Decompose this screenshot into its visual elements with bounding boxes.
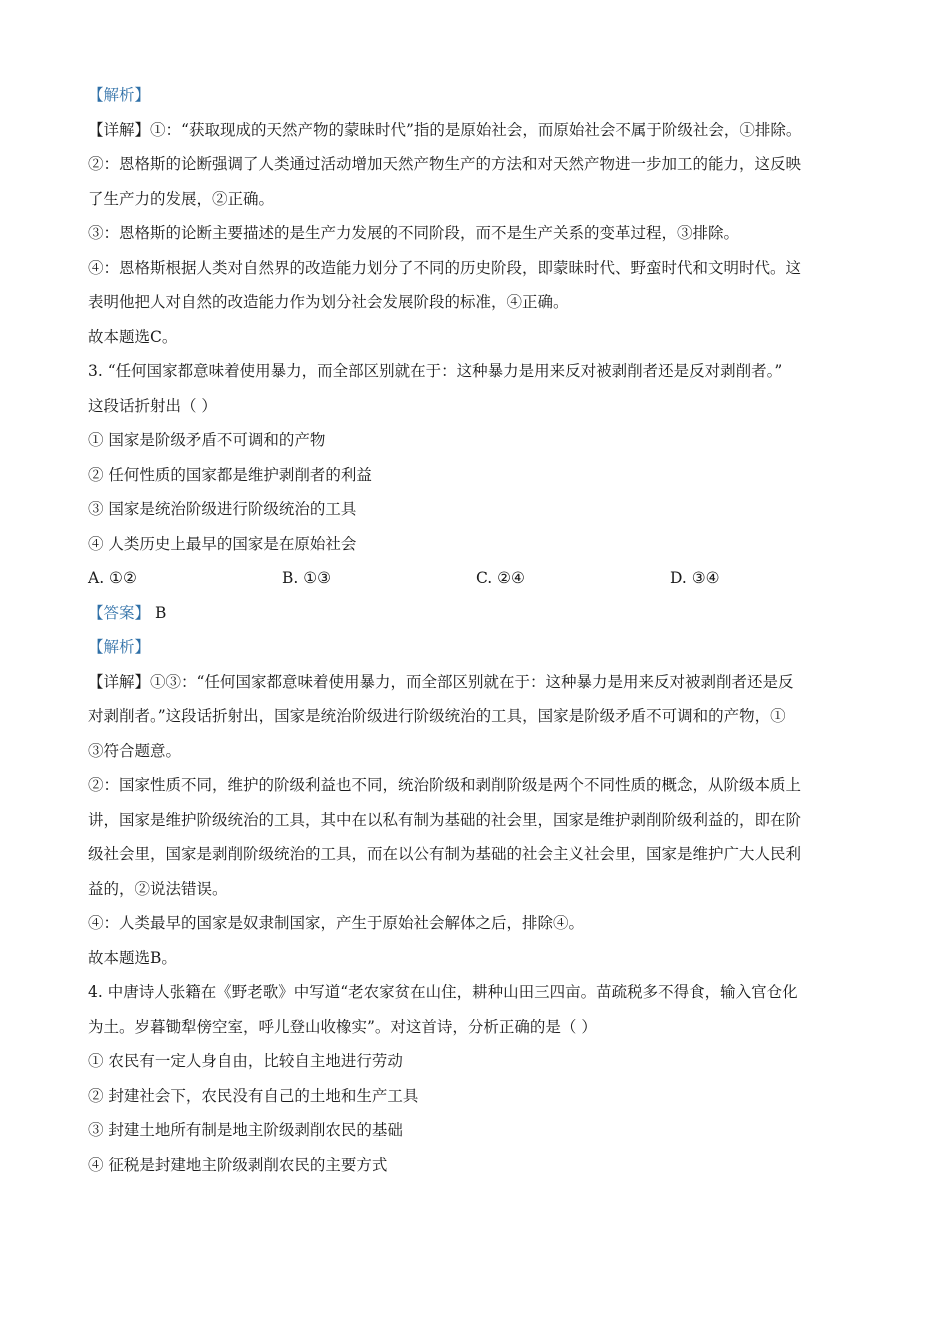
q3-options (88, 561, 878, 596)
answer-tag: 【答案】 (88, 603, 151, 622)
q3-analysis-heading (88, 630, 878, 665)
option-c: C. ②④ (476, 569, 525, 587)
analysis-tag: 【解析】 (88, 638, 151, 656)
q3-detail-line-3: ③符合题意。 (88, 741, 182, 760)
q3-detail-line-5: 讲，国家是维护阶级统治的工具，其中在以私有制为基础的社会里，国家是维护剥削阶级利益的，即在阶 (88, 810, 802, 829)
q3-conclusion: 故本题选B。 (88, 948, 177, 967)
q3-item-3: ③ 国家是统治阶级进行阶级统治的工具 (88, 500, 357, 518)
q4-item-3: ③ 封建土地所有制是地主阶级剥削农民的基础 (88, 1121, 403, 1139)
q3-stem-line-2: 这段话折射出（ ） (88, 396, 217, 415)
q3-detail-line-6: 级社会里，国家是剥削阶级统治的工具，而在以公有制为基础的社会主义社会里，国家是维护广大人民利 (88, 845, 802, 863)
q4-stem-line-2: 为土。岁暮锄犁傍空室，呼儿登山收橡实”。对这首诗，分析正确的是（ ） (88, 1017, 597, 1036)
detail-tag: 【详解】 (88, 120, 151, 139)
text: ①③：“任何国家都意味着使用暴力，而全部区别就在于：这种暴力是用来反对被剥削者还是反 (150, 672, 794, 691)
q3-detail-line-1 (88, 665, 878, 700)
q3-item-2: ② 任何性质的国家都是维护剥削者的利益 (88, 465, 372, 484)
q3-item-4: ④ 人类历史上最早的国家是在原始社会 (88, 534, 357, 553)
text: ①：“获取现成的天然产物的蒙昧时代”指的是原始社会，而原始社会不属于阶级社会，①排除。 (150, 120, 802, 139)
q2-detail-line-4: ③：恩格斯的论断主要描述的是生产力发展的不同阶段，而不是生产关系的变革过程，③排除。 (88, 224, 740, 242)
q3-detail-line-4: ②：国家性质不同，维护的阶级利益也不同，统治阶级和剥削阶级是两个不同性质的概念，从阶级本质上 (88, 776, 802, 794)
q2-detail-line-2: ②：恩格斯的论断强调了人类通过活动增加天然产物生产的方法和对天然产物进一步加工的能力，这反映 (88, 155, 802, 173)
option-b: B. ①③ (282, 569, 332, 587)
q2-analysis-heading (88, 78, 878, 113)
analysis-tag: 【解析】 (88, 86, 151, 104)
q3-detail-line-8: ④：人类最早的国家是奴隶制国家，产生于原始社会解体之后，排除④。 (88, 914, 585, 932)
q4-item-1: ① 农民有一定人身自由，比较自主地进行劳动 (88, 1052, 403, 1070)
q4-item-2: ② 封建社会下，农民没有自己的土地和生产工具 (88, 1086, 419, 1105)
q2-detail-line-6: 表明他把人对自然的改造能力作为划分社会发展阶段的标准，④正确。 (88, 293, 569, 311)
q4-item-4: ④ 征税是封建地主阶级剥削农民的主要方式 (88, 1155, 388, 1174)
q2-detail-line-3: 了生产力的发展，②正确。 (88, 189, 275, 208)
page-content (88, 78, 878, 1182)
detail-tag: 【详解】 (88, 672, 151, 691)
q2-conclusion: 故本题选C。 (88, 327, 178, 346)
option-d: D. ③④ (670, 569, 720, 587)
q4-stem-line-1: 4. 中唐诗人张籍在《野老歌》中写道“老农家贫在山住，耕种山田三四亩。苗疏税多不得食，输入官仓化 (88, 983, 798, 1001)
answer-value: B (154, 603, 167, 622)
q2-detail-line-1 (88, 113, 878, 148)
q3-answer (88, 596, 878, 631)
q3-item-1: ① 国家是阶级矛盾不可调和的产物 (88, 431, 326, 449)
q3-detail-line-2: 对剥削者。”这段话折射出，国家是统治阶级进行阶级统治的工具，国家是阶级矛盾不可调和的产物，① (88, 707, 786, 725)
option-a: A. ①② (88, 569, 137, 587)
q3-stem-line-1: 3. “任何国家都意味着使用暴力，而全部区别就在于：这种暴力是用来反对被剥削者还是反对剥削者。” (88, 362, 783, 380)
q2-detail-line-5: ④：恩格斯根据人类对自然界的改造能力划分了不同的历史阶段，即蒙昧时代、野蛮时代和文明时代。这 (88, 258, 802, 277)
q3-detail-line-7: 益的，②说法错误。 (88, 879, 228, 898)
